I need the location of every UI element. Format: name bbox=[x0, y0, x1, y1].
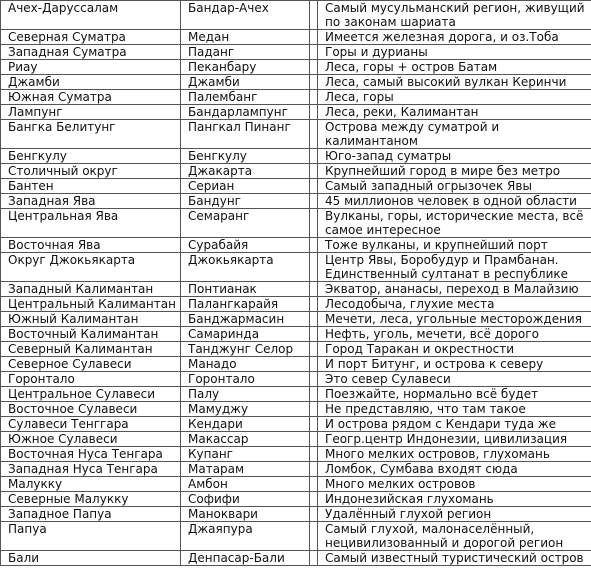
table-row bbox=[1, 492, 591, 507]
table-row bbox=[1, 447, 591, 462]
region-cell: Западный Калимантан bbox=[1, 282, 181, 297]
table-row bbox=[1, 60, 591, 75]
region-cell: Центральная Ява bbox=[1, 209, 181, 238]
capital-cell: Джамби bbox=[181, 75, 310, 90]
region-cell: Бенгкулу bbox=[1, 149, 181, 164]
capital-cell: Джокьякарта bbox=[181, 253, 310, 282]
table-row bbox=[1, 417, 591, 432]
gap-cell bbox=[310, 447, 318, 462]
table-row bbox=[1, 30, 591, 45]
gap-cell bbox=[310, 357, 318, 372]
region-cell: Малукку bbox=[1, 477, 181, 492]
capital-cell: Пеканбару bbox=[181, 60, 310, 75]
capital-cell: Понтианак bbox=[181, 282, 310, 297]
table-row bbox=[1, 75, 591, 90]
capital-cell: Палембанг bbox=[181, 90, 310, 105]
note-cell: Экватор, ананасы, переход в Малайзию bbox=[318, 282, 591, 297]
gap-cell bbox=[310, 149, 318, 164]
capital-cell: Матарам bbox=[181, 462, 310, 477]
gap-cell bbox=[310, 417, 318, 432]
gap-cell bbox=[310, 312, 318, 327]
capital-cell: Софифи bbox=[181, 492, 310, 507]
region-cell: Папуа bbox=[1, 522, 181, 551]
capital-cell: Бенгкулу bbox=[181, 149, 310, 164]
region-cell: Бантен bbox=[1, 179, 181, 194]
capital-cell: Самаринда bbox=[181, 327, 310, 342]
table-row bbox=[1, 105, 591, 120]
gap-cell bbox=[310, 522, 318, 551]
gap-cell bbox=[310, 342, 318, 357]
note-cell: Самый западный огрызочек Явы bbox=[318, 179, 591, 194]
regions-table-body bbox=[1, 1, 591, 566]
region-cell: Западная Суматра bbox=[1, 45, 181, 60]
region-cell: Бали bbox=[1, 551, 181, 566]
table-row bbox=[1, 387, 591, 402]
note-cell: Центр Явы, Боробудур и Прамбанан. Единственный султанат в республике bbox=[318, 253, 591, 282]
region-cell: Южная Суматра bbox=[1, 90, 181, 105]
gap-cell bbox=[310, 30, 318, 45]
note-cell: Самый мусульманский регион, живущий по законам шариата bbox=[318, 1, 591, 30]
note-cell: Юго-запад суматры bbox=[318, 149, 591, 164]
gap-cell bbox=[310, 238, 318, 253]
gap-cell bbox=[310, 164, 318, 179]
note-cell: Крупнейший город в мире без метро bbox=[318, 164, 591, 179]
gap-cell bbox=[310, 327, 318, 342]
capital-cell: Семаранг bbox=[181, 209, 310, 238]
gap-cell bbox=[310, 387, 318, 402]
region-cell: Округ Джокьякарта bbox=[1, 253, 181, 282]
note-cell: Удалённый глухой регион bbox=[318, 507, 591, 522]
table-row bbox=[1, 357, 591, 372]
table-row bbox=[1, 477, 591, 492]
table-row bbox=[1, 209, 591, 238]
gap-cell bbox=[310, 297, 318, 312]
region-cell: Центральное Сулавеси bbox=[1, 387, 181, 402]
gap-cell bbox=[310, 1, 318, 30]
capital-cell: Палангкарайя bbox=[181, 297, 310, 312]
note-cell: Самый известный туристический остров bbox=[318, 551, 591, 566]
note-cell: Город Таракан и окрестности bbox=[318, 342, 591, 357]
region-cell: Столичный округ bbox=[1, 164, 181, 179]
note-cell: Индонезийская глухомань bbox=[318, 492, 591, 507]
note-cell: Имеется железная дорога, и оз.Тоба bbox=[318, 30, 591, 45]
gap-cell bbox=[310, 372, 318, 387]
note-cell: Вулканы, горы, исторические места, всё самое интересное bbox=[318, 209, 591, 238]
table-row bbox=[1, 179, 591, 194]
gap-cell bbox=[310, 120, 318, 149]
table-row bbox=[1, 1, 591, 30]
note-cell: Леса, самый высокий вулкан Керинчи bbox=[318, 75, 591, 90]
table-row bbox=[1, 551, 591, 566]
region-cell: Северные Малукку bbox=[1, 492, 181, 507]
note-cell: Леса, горы bbox=[318, 90, 591, 105]
note-cell: Леса, горы + остров Батам bbox=[318, 60, 591, 75]
capital-cell: Танджунг Селор bbox=[181, 342, 310, 357]
region-cell: Риау bbox=[1, 60, 181, 75]
capital-cell: Кендари bbox=[181, 417, 310, 432]
note-cell: Поезжайте, нормально всё будет bbox=[318, 387, 591, 402]
capital-cell: Мамуджу bbox=[181, 402, 310, 417]
table-row bbox=[1, 238, 591, 253]
capital-cell: Бандунг bbox=[181, 194, 310, 209]
region-cell: Западная Ява bbox=[1, 194, 181, 209]
note-cell: И порт Битунг, и острова к северу bbox=[318, 357, 591, 372]
table-row bbox=[1, 45, 591, 60]
capital-cell: Джаяпура bbox=[181, 522, 310, 551]
capital-cell: Сурабайя bbox=[181, 238, 310, 253]
capital-cell: Горонтало bbox=[181, 372, 310, 387]
capital-cell: Палу bbox=[181, 387, 310, 402]
gap-cell bbox=[310, 90, 318, 105]
gap-cell bbox=[310, 209, 318, 238]
table-row bbox=[1, 120, 591, 149]
gap-cell bbox=[310, 179, 318, 194]
region-cell: Джамби bbox=[1, 75, 181, 90]
note-cell: Леса, реки, Калимантан bbox=[318, 105, 591, 120]
note-cell: Ломбок, Сумбава входят сюда bbox=[318, 462, 591, 477]
region-cell: Западное Папуа bbox=[1, 507, 181, 522]
note-cell: Острова между суматрой и калимантаном bbox=[318, 120, 591, 149]
region-cell: Сулавеси Тенггара bbox=[1, 417, 181, 432]
table-row bbox=[1, 312, 591, 327]
gap-cell bbox=[310, 282, 318, 297]
capital-cell: Пангкал Пинанг bbox=[181, 120, 310, 149]
table-row bbox=[1, 432, 591, 447]
table-row bbox=[1, 90, 591, 105]
table-row bbox=[1, 164, 591, 179]
region-cell: Бангка Белитунг bbox=[1, 120, 181, 149]
region-cell: Южное Сулавеси bbox=[1, 432, 181, 447]
region-cell: Восточная Ява bbox=[1, 238, 181, 253]
region-cell: Восточная Нуса Тенгара bbox=[1, 447, 181, 462]
table-row bbox=[1, 462, 591, 477]
region-cell: Восточный Калимантан bbox=[1, 327, 181, 342]
gap-cell bbox=[310, 551, 318, 566]
capital-cell: Бандарлампунг bbox=[181, 105, 310, 120]
note-cell: Это север Сулавеси bbox=[318, 372, 591, 387]
note-cell: Много мелких островов bbox=[318, 477, 591, 492]
note-cell: 45 миллионов человек в одной области bbox=[318, 194, 591, 209]
capital-cell: Бандар-Ачех bbox=[181, 1, 310, 30]
gap-cell bbox=[310, 432, 318, 447]
capital-cell: Медан bbox=[181, 30, 310, 45]
note-cell: Самый глухой, малонаселённый, нецивилизованный и дорогой регион bbox=[318, 522, 591, 551]
gap-cell bbox=[310, 462, 318, 477]
region-cell: Лампунг bbox=[1, 105, 181, 120]
region-cell: Ачех-Даруссалам bbox=[1, 1, 181, 30]
gap-cell bbox=[310, 492, 318, 507]
capital-cell: Денпасар-Бали bbox=[181, 551, 310, 566]
region-cell: Северное Сулавеси bbox=[1, 357, 181, 372]
gap-cell bbox=[310, 477, 318, 492]
note-cell: Геогр.центр Индонезии, цивилизация bbox=[318, 432, 591, 447]
note-cell: И острова рядом с Кендари туда же bbox=[318, 417, 591, 432]
capital-cell: Маноквари bbox=[181, 507, 310, 522]
table-row bbox=[1, 327, 591, 342]
region-cell: Западная Нуса Тенгара bbox=[1, 462, 181, 477]
table-row bbox=[1, 372, 591, 387]
capital-cell: Амбон bbox=[181, 477, 310, 492]
capital-cell: Джакарта bbox=[181, 164, 310, 179]
capital-cell: Макассар bbox=[181, 432, 310, 447]
table-row bbox=[1, 342, 591, 357]
region-cell: Северная Суматра bbox=[1, 30, 181, 45]
note-cell: Тоже вулканы, и крупнейший порт bbox=[318, 238, 591, 253]
table-row bbox=[1, 507, 591, 522]
gap-cell bbox=[310, 507, 318, 522]
gap-cell bbox=[310, 402, 318, 417]
note-cell: Не представляю, что там такое bbox=[318, 402, 591, 417]
gap-cell bbox=[310, 253, 318, 282]
capital-cell: Манадо bbox=[181, 357, 310, 372]
table-row bbox=[1, 149, 591, 164]
capital-cell: Паданг bbox=[181, 45, 310, 60]
table-row bbox=[1, 402, 591, 417]
note-cell: Лесодобыча, глухие места bbox=[318, 297, 591, 312]
gap-cell bbox=[310, 45, 318, 60]
gap-cell bbox=[310, 75, 318, 90]
region-cell: Центральный Калимантан bbox=[1, 297, 181, 312]
note-cell: Много мелких островов, глухомань bbox=[318, 447, 591, 462]
note-cell: Нефть, уголь, мечети, всё дорого bbox=[318, 327, 591, 342]
table-row bbox=[1, 253, 591, 282]
note-cell: Мечети, леса, угольные месторождения bbox=[318, 312, 591, 327]
table-row bbox=[1, 194, 591, 209]
capital-cell: Банджармасин bbox=[181, 312, 310, 327]
capital-cell: Сериан bbox=[181, 179, 310, 194]
table-row bbox=[1, 282, 591, 297]
note-cell: Горы и дурианы bbox=[318, 45, 591, 60]
gap-cell bbox=[310, 60, 318, 75]
region-cell: Горонтало bbox=[1, 372, 181, 387]
capital-cell: Купанг bbox=[181, 447, 310, 462]
table-row bbox=[1, 297, 591, 312]
region-cell: Южный Калимантан bbox=[1, 312, 181, 327]
table-row bbox=[1, 522, 591, 551]
region-cell: Восточное Сулавеси bbox=[1, 402, 181, 417]
region-cell: Северный Калимантан bbox=[1, 342, 181, 357]
gap-cell bbox=[310, 105, 318, 120]
gap-cell bbox=[310, 194, 318, 209]
